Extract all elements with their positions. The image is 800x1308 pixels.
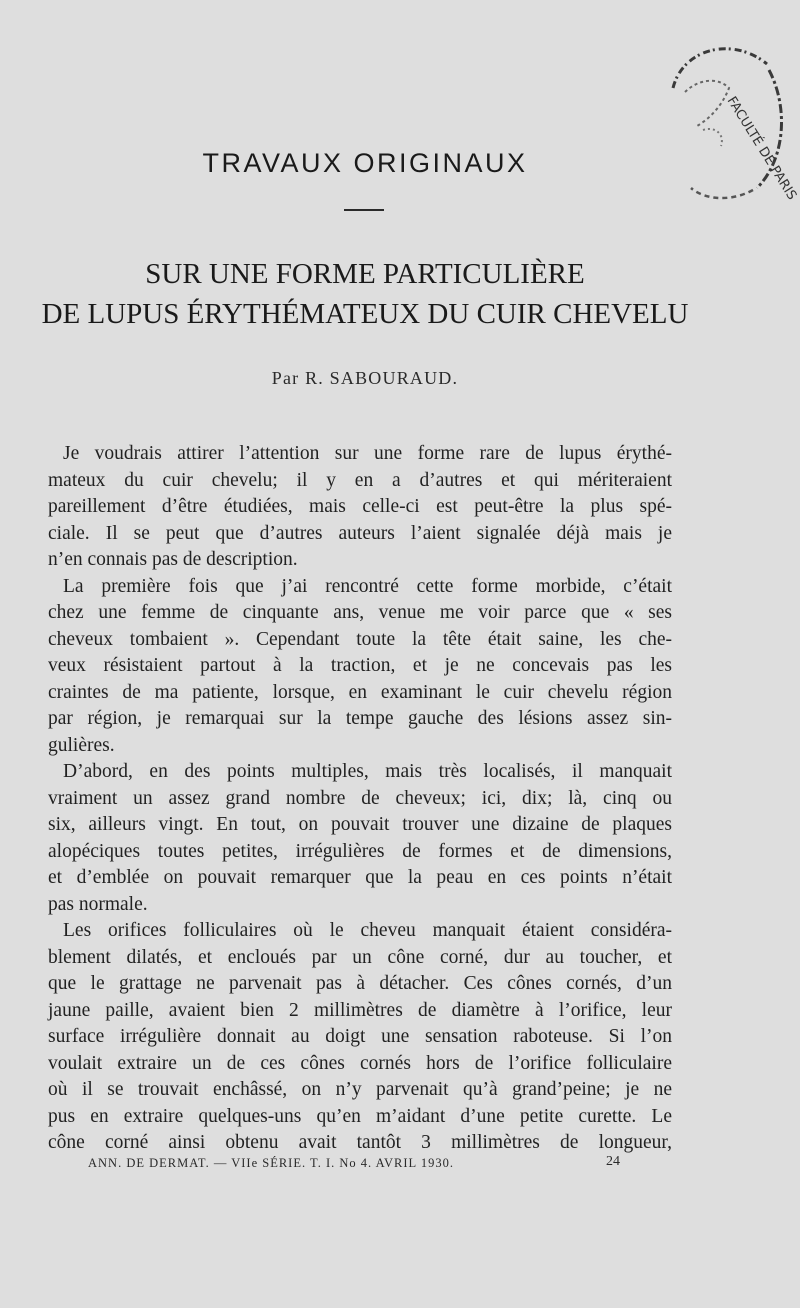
body-line: blement dilatés, et encloués par un cône corné, dur au toucher, et: [48, 946, 672, 968]
body-line: pus en extraire quelques-uns qu’en m’aidant d’une petite curette. Le: [48, 1105, 672, 1127]
body-line: chez une femme de cinquante ans, venue me voir parce que « ses: [48, 602, 672, 623]
heading-divider: [344, 209, 384, 211]
article-title-line-2: DE LUPUS ÉRYTHÉMATEUX DU CUIR CHEVELU: [41, 298, 689, 330]
body-line: et d’emblée on pouvait remarquer que la peau en ces points n’était: [48, 867, 672, 888]
page-number: 24: [606, 1154, 620, 1169]
body-line: ciale. Il se peut que d’autres auteurs l’aient signalée déjà mais je: [48, 522, 672, 544]
body-line: pareillement d’être étudiées, mais celle-ci est peut-être la plus spé-: [48, 496, 672, 517]
body-line: cône corné ainsi obtenu avait tantôt 3 millimètres de longueur,: [48, 1132, 672, 1153]
body-line: par région, je remarquai sur la tempe gauche des lésions assez sin-: [48, 708, 672, 729]
journal-citation: ANN. DE DERMAT. — VIIe SÉRIE. T. I. No 4. AVRIL 1930.: [88, 1156, 454, 1170]
body-line: alopéciques toutes petites, irrégulières de formes et de dimensions,: [48, 840, 672, 862]
body-line: que le grattage ne parvenait pas à détacher. Ces cônes cornés, d’un: [48, 973, 672, 994]
body-line: D’abord, en des points multiples, mais très localisés, il manquait: [63, 761, 672, 782]
body-line: gulières.: [48, 734, 115, 756]
section-heading: TRAVAUX ORIGINAUX: [202, 148, 528, 178]
body-line: pas normale.: [48, 893, 148, 915]
author-byline: Par R. SABOURAUD.: [271, 368, 459, 388]
body-line: surface irrégulière donnait au doigt une sensation raboteuse. Si l’on: [48, 1026, 672, 1047]
body-line: voulait extraire un de ces cônes cornés hors de l’orifice folliculaire: [48, 1052, 672, 1074]
body-line: cheveux tombaient ». Cependant toute la tête était saine, les che-: [48, 628, 672, 650]
body-line: six, ailleurs vingt. En tout, on pouvait trouver une dizaine de plaques: [48, 814, 672, 835]
body-line: où il se trouvait enchâssé, on n’y parvenait qu’à grand’peine; je ne: [48, 1079, 672, 1100]
body-line: Je voudrais attirer l’attention sur une forme rare de lupus érythé-: [63, 443, 672, 464]
body-line: n’en connais pas de description.: [48, 549, 298, 570]
body-line: vraiment un assez grand nombre de cheveux; ici, dix; là, cinq ou: [48, 787, 672, 809]
body-line: jaune paille, avaient bien 2 millimètres de diamètre à l’orifice, leur: [48, 999, 672, 1021]
body-line: Les orifices folliculaires où le cheveu manquait étaient considéra-: [63, 920, 672, 941]
stamp-text: FACULTÉ DE PARIS: [723, 94, 800, 203]
article-title-line-1: SUR UNE FORME PARTICULIÈRE: [145, 258, 585, 290]
body-line: mateux du cuir chevelu; il y en a d’autres et qui mériteraient: [48, 469, 672, 491]
body-line: La première fois que j’ai rencontré cette forme morbide, c’était: [63, 575, 672, 597]
body-line: craintes de ma patiente, lorsque, en examinant le cuir chevelu région: [48, 681, 672, 703]
body-line: veux résistaient partout à la traction, et je ne concevais pas les: [48, 655, 672, 676]
